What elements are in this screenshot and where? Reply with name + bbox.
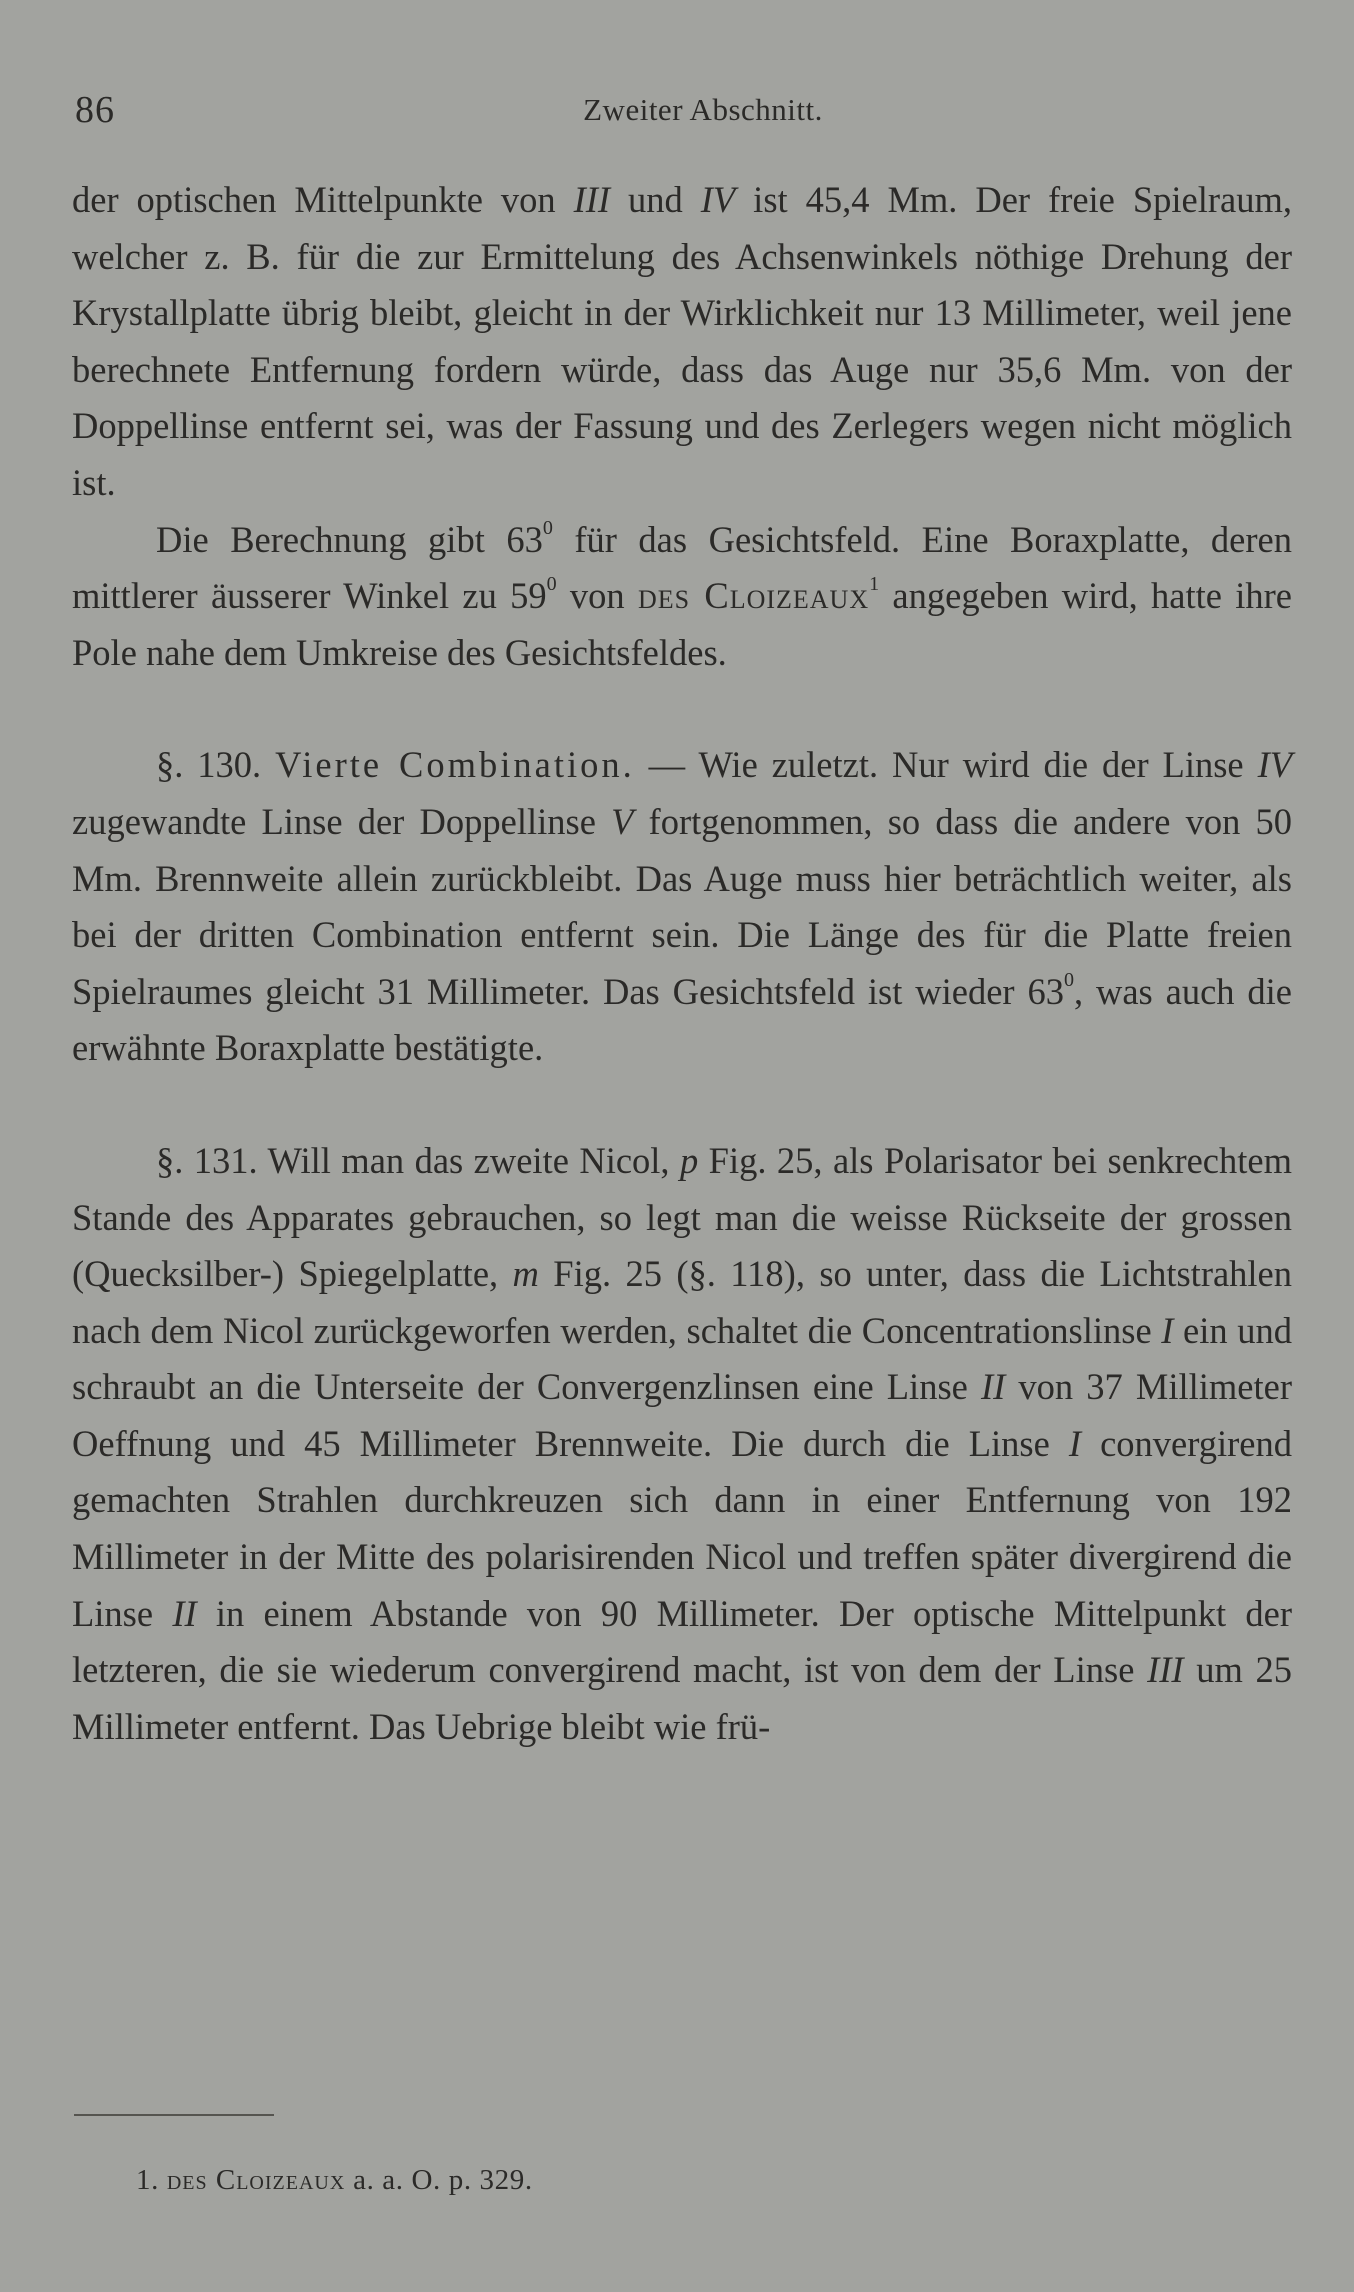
footnote-divider	[74, 2114, 274, 2116]
section-number: §. 130.	[156, 744, 276, 786]
footnote-author: des Cloizeaux	[166, 2164, 346, 2196]
paragraph-1	[72, 172, 1292, 512]
running-title: Zweiter Abschnitt.	[583, 92, 823, 127]
lens-label: V	[611, 800, 634, 842]
text-run: , was auch die erwähnte Boraxplatte bestätigte.	[72, 970, 1292, 1069]
text-run: — Wie zuletzt. Nur wird die der Linse	[634, 744, 1258, 786]
body-text	[72, 172, 1292, 1755]
section-heading: Vierte Combination.	[275, 744, 635, 786]
text-run: von 37 Millimeter Oeffnung und 45 Millimeter Brennweite. Die durch die Linse	[72, 1366, 1292, 1464]
page-number: 86	[75, 89, 115, 131]
section-131	[72, 1133, 1292, 1756]
text-run: Fig. 25 (§. 118), so unter, dass die Lichtstrahlen nach dem Nicol zurückgeworfen werden, schaltet die Concentrationslinse	[72, 1253, 1293, 1351]
text-run: um 25 Millimeter entfernt. Das Uebrige bleibt wie frü-	[72, 1649, 1292, 1747]
lens-label: I	[1068, 1422, 1082, 1464]
text-run: ein und schraubt an die Unterseite der Convergenzlinsen eine Linse	[72, 1309, 1292, 1408]
degree-mark: 0	[1063, 968, 1074, 991]
footnote-citation: a. a. O. p. 329.	[345, 2164, 533, 2196]
lens-label: IV	[700, 179, 736, 220]
text-run: in einem Abstande von 90 Millimeter. Der optische Mittelpunkt der letzteren, die sie wiederum convergirend macht, ist von dem der Linse	[72, 1592, 1292, 1691]
lens-label: II	[172, 1592, 197, 1634]
author-name: des Cloizeaux	[637, 575, 870, 617]
degree-mark: 0	[546, 573, 557, 596]
lens-label: IV	[1257, 744, 1293, 786]
footnote	[136, 2160, 533, 2200]
lens-label: I	[1161, 1309, 1174, 1351]
running-head	[72, 84, 1294, 134]
text-run: ist 45,4 Mm. Der freie Spielraum, welcher z. B. für die zur Ermittelung des Achsenwinkels nöthige Drehung der Krystallplatte übrig bleibt, gleicht in der Wirklichkeit nur 13 Millimeter, weil jene berechnete Entfernung fordern würde, dass das Auge nur 35,6 Mm. von der Doppellinse entfernt sei, was der Fassung und des Zerlegers wegen nicht möglich ist.	[72, 179, 1292, 503]
lens-label: III	[573, 179, 611, 220]
section-130	[72, 737, 1292, 1077]
text-run: der optischen Mittelpunkte von	[72, 179, 574, 220]
figure-label: m	[512, 1253, 539, 1295]
footnote-ref[interactable]: 1	[869, 573, 880, 596]
text-run: §. 131. Will man das zweite Nicol,	[156, 1139, 680, 1181]
footnote-marker: 1.	[136, 2164, 159, 2196]
degree-mark: 0	[542, 516, 553, 539]
lens-label: III	[1147, 1649, 1184, 1691]
text-run: von	[556, 575, 638, 617]
text-run: und	[610, 179, 701, 220]
text-run: convergirend gemachten Strahlen durchkreuzen sich dann in einer Entfernung von 192 Millimeter in der Mitte des polarisirenden Nicol und treffen später divergirend die Linse	[72, 1422, 1292, 1634]
text-run: Die Berechnung gibt 63	[156, 518, 543, 560]
paragraph-2	[72, 512, 1292, 682]
text-run: zugewandte Linse der Doppellinse	[72, 800, 612, 842]
text-run: Fig. 25, als Polarisator bei senkrechtem Stande des Apparates gebrauchen, so legt man die weisse Rückseite der grossen (Quecksilber-) Spiegelplatte,	[72, 1139, 1292, 1295]
text-run: für das Gesichtsfeld. Eine Boraxplatte, deren mittlerer äusserer Winkel zu 59	[72, 518, 1292, 617]
figure-label: p	[679, 1139, 699, 1181]
lens-label: II	[980, 1366, 1006, 1408]
text-run: fortgenommen, so dass die andere von 50 Mm. Brennweite allein zurückbleibt. Das Auge muss hier beträchtlich weiter, als bei der dritten Combination entfernt sein. Die Länge des für die Platte freien Spielraumes gleicht 31 Millimeter. Das Gesichtsfeld ist wieder 63	[72, 800, 1292, 1012]
text-run: angegeben wird, hatte ihre Pole nahe dem Umkreise des Gesichtsfeldes.	[72, 575, 1293, 673]
